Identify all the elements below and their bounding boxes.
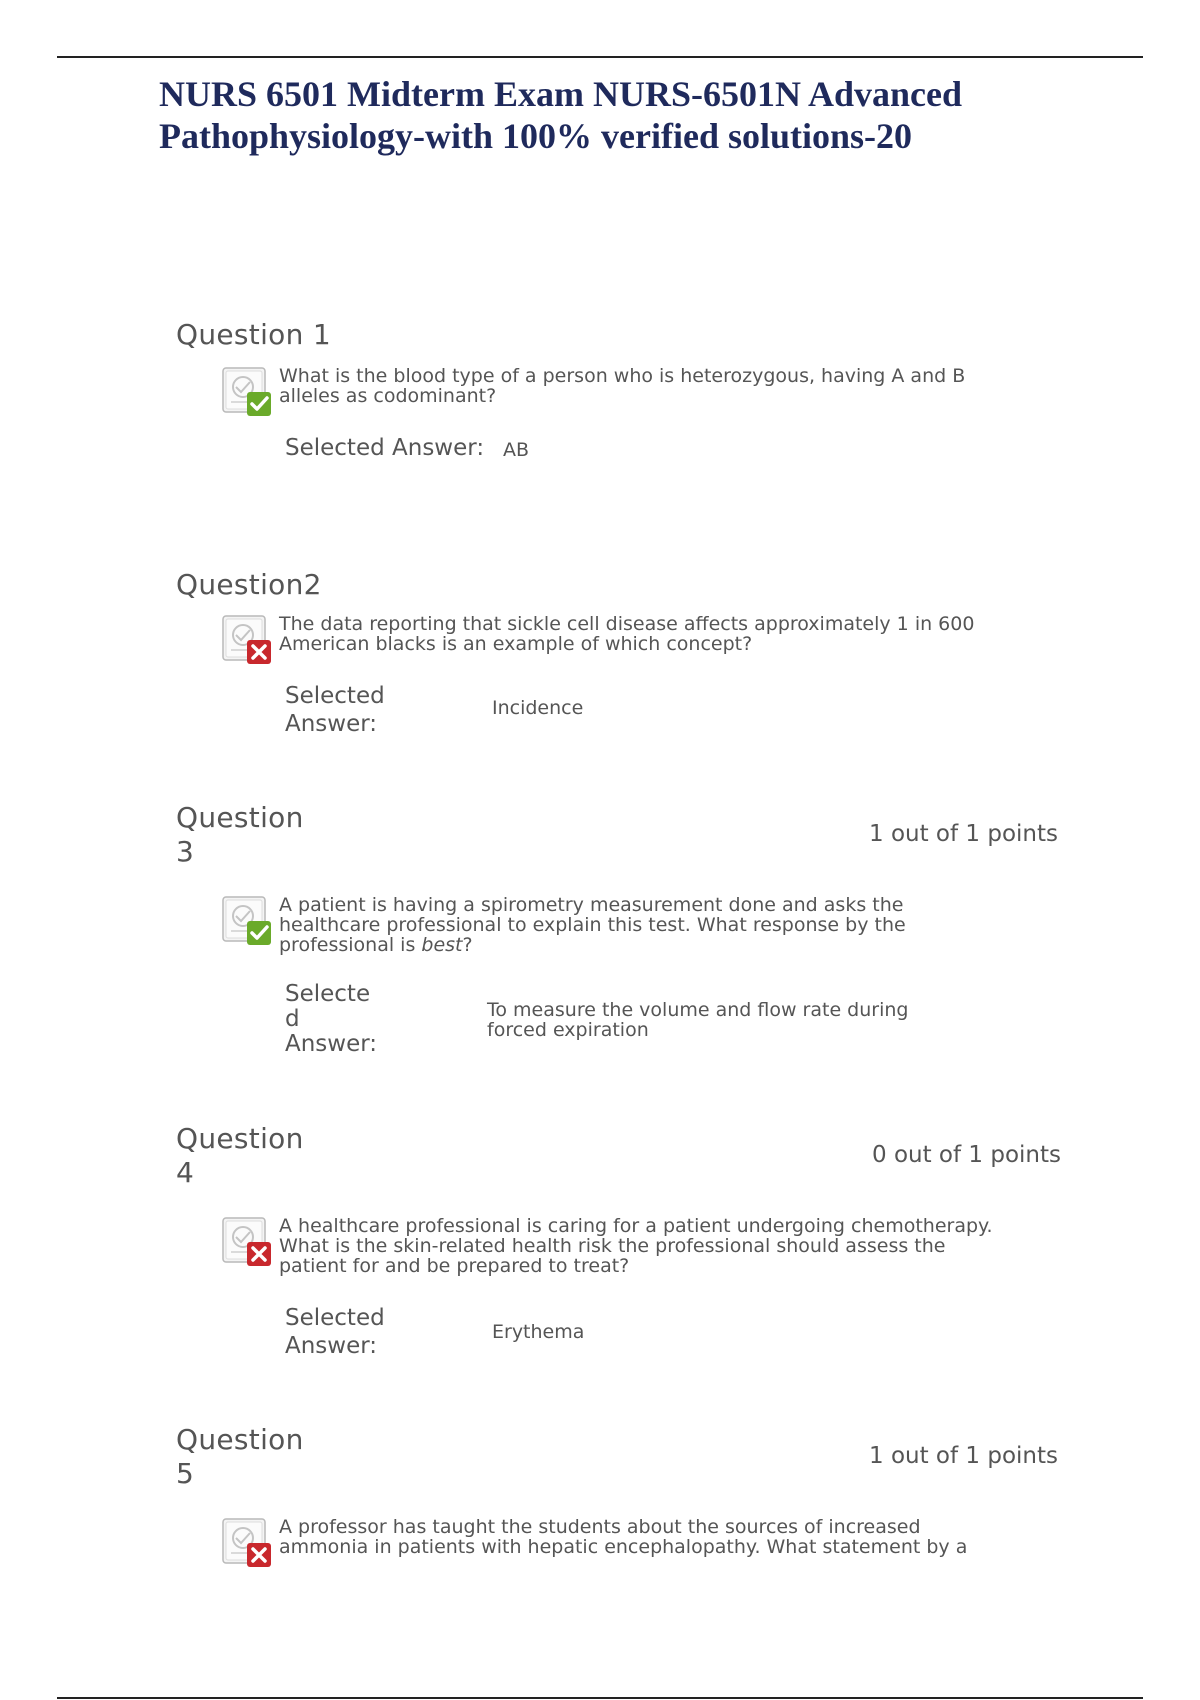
- question-heading: Question 5: [176, 1423, 304, 1490]
- document-title: NURS 6501 Midterm Exam NURS-6501N Advanced Pathophysiology-with 100% verified solutions-20: [159, 74, 962, 156]
- selected-answer-value: Incidence: [492, 697, 584, 719]
- question-heading: Question 3: [176, 801, 304, 868]
- incorrect-x-icon: [219, 1214, 275, 1270]
- incorrect-x-icon: [219, 1515, 275, 1571]
- question-points: 1 out of 1 points: [869, 821, 1058, 847]
- bottom-rule: [57, 1697, 1143, 1699]
- incorrect-x-icon: [219, 612, 275, 668]
- question-text: A professor has taught the students about the sources of increased ammonia in patients with hepatic encephalopathy. What statement by a: [279, 1516, 968, 1558]
- selected-answer-label: Selected Answer:: [285, 1305, 385, 1359]
- selected-answer-value: AB: [503, 439, 530, 461]
- question-text: A healthcare professional is caring for a patient undergoing chemotherapy. What is the skin-related health risk the professional should assess the patient for and be prepared to treat?: [279, 1215, 993, 1277]
- top-rule: [57, 56, 1143, 58]
- selected-answer-label: Selected Answer:: [285, 683, 385, 737]
- selected-answer-value: Erythema: [492, 1321, 585, 1343]
- correct-check-icon: [219, 893, 275, 949]
- question-text: What is the blood type of a person who is heterozygous, having A and B alleles as codominant?: [279, 365, 966, 407]
- selected-answer-value: To measure the volume and flow rate during forced expiration: [487, 999, 909, 1041]
- selected-answer-label: Selected Answer:: [285, 435, 485, 461]
- selected-answer-label: Selecte d Answer:: [285, 981, 378, 1057]
- question-heading: Question 1: [176, 318, 331, 351]
- correct-check-icon: [219, 364, 275, 420]
- question-heading: Question2: [176, 568, 322, 601]
- question-points: 1 out of 1 points: [869, 1443, 1058, 1469]
- question-heading: Question 4: [176, 1122, 304, 1189]
- question-text: The data reporting that sickle cell disease affects approximately 1 in 600 American blacks is an example of which concept?: [279, 613, 975, 655]
- question-text: A patient is having a spirometry measurement done and asks the healthcare professional to explain this test. What response by the professional is best?: [279, 894, 906, 956]
- question-points: 0 out of 1 points: [872, 1142, 1061, 1168]
